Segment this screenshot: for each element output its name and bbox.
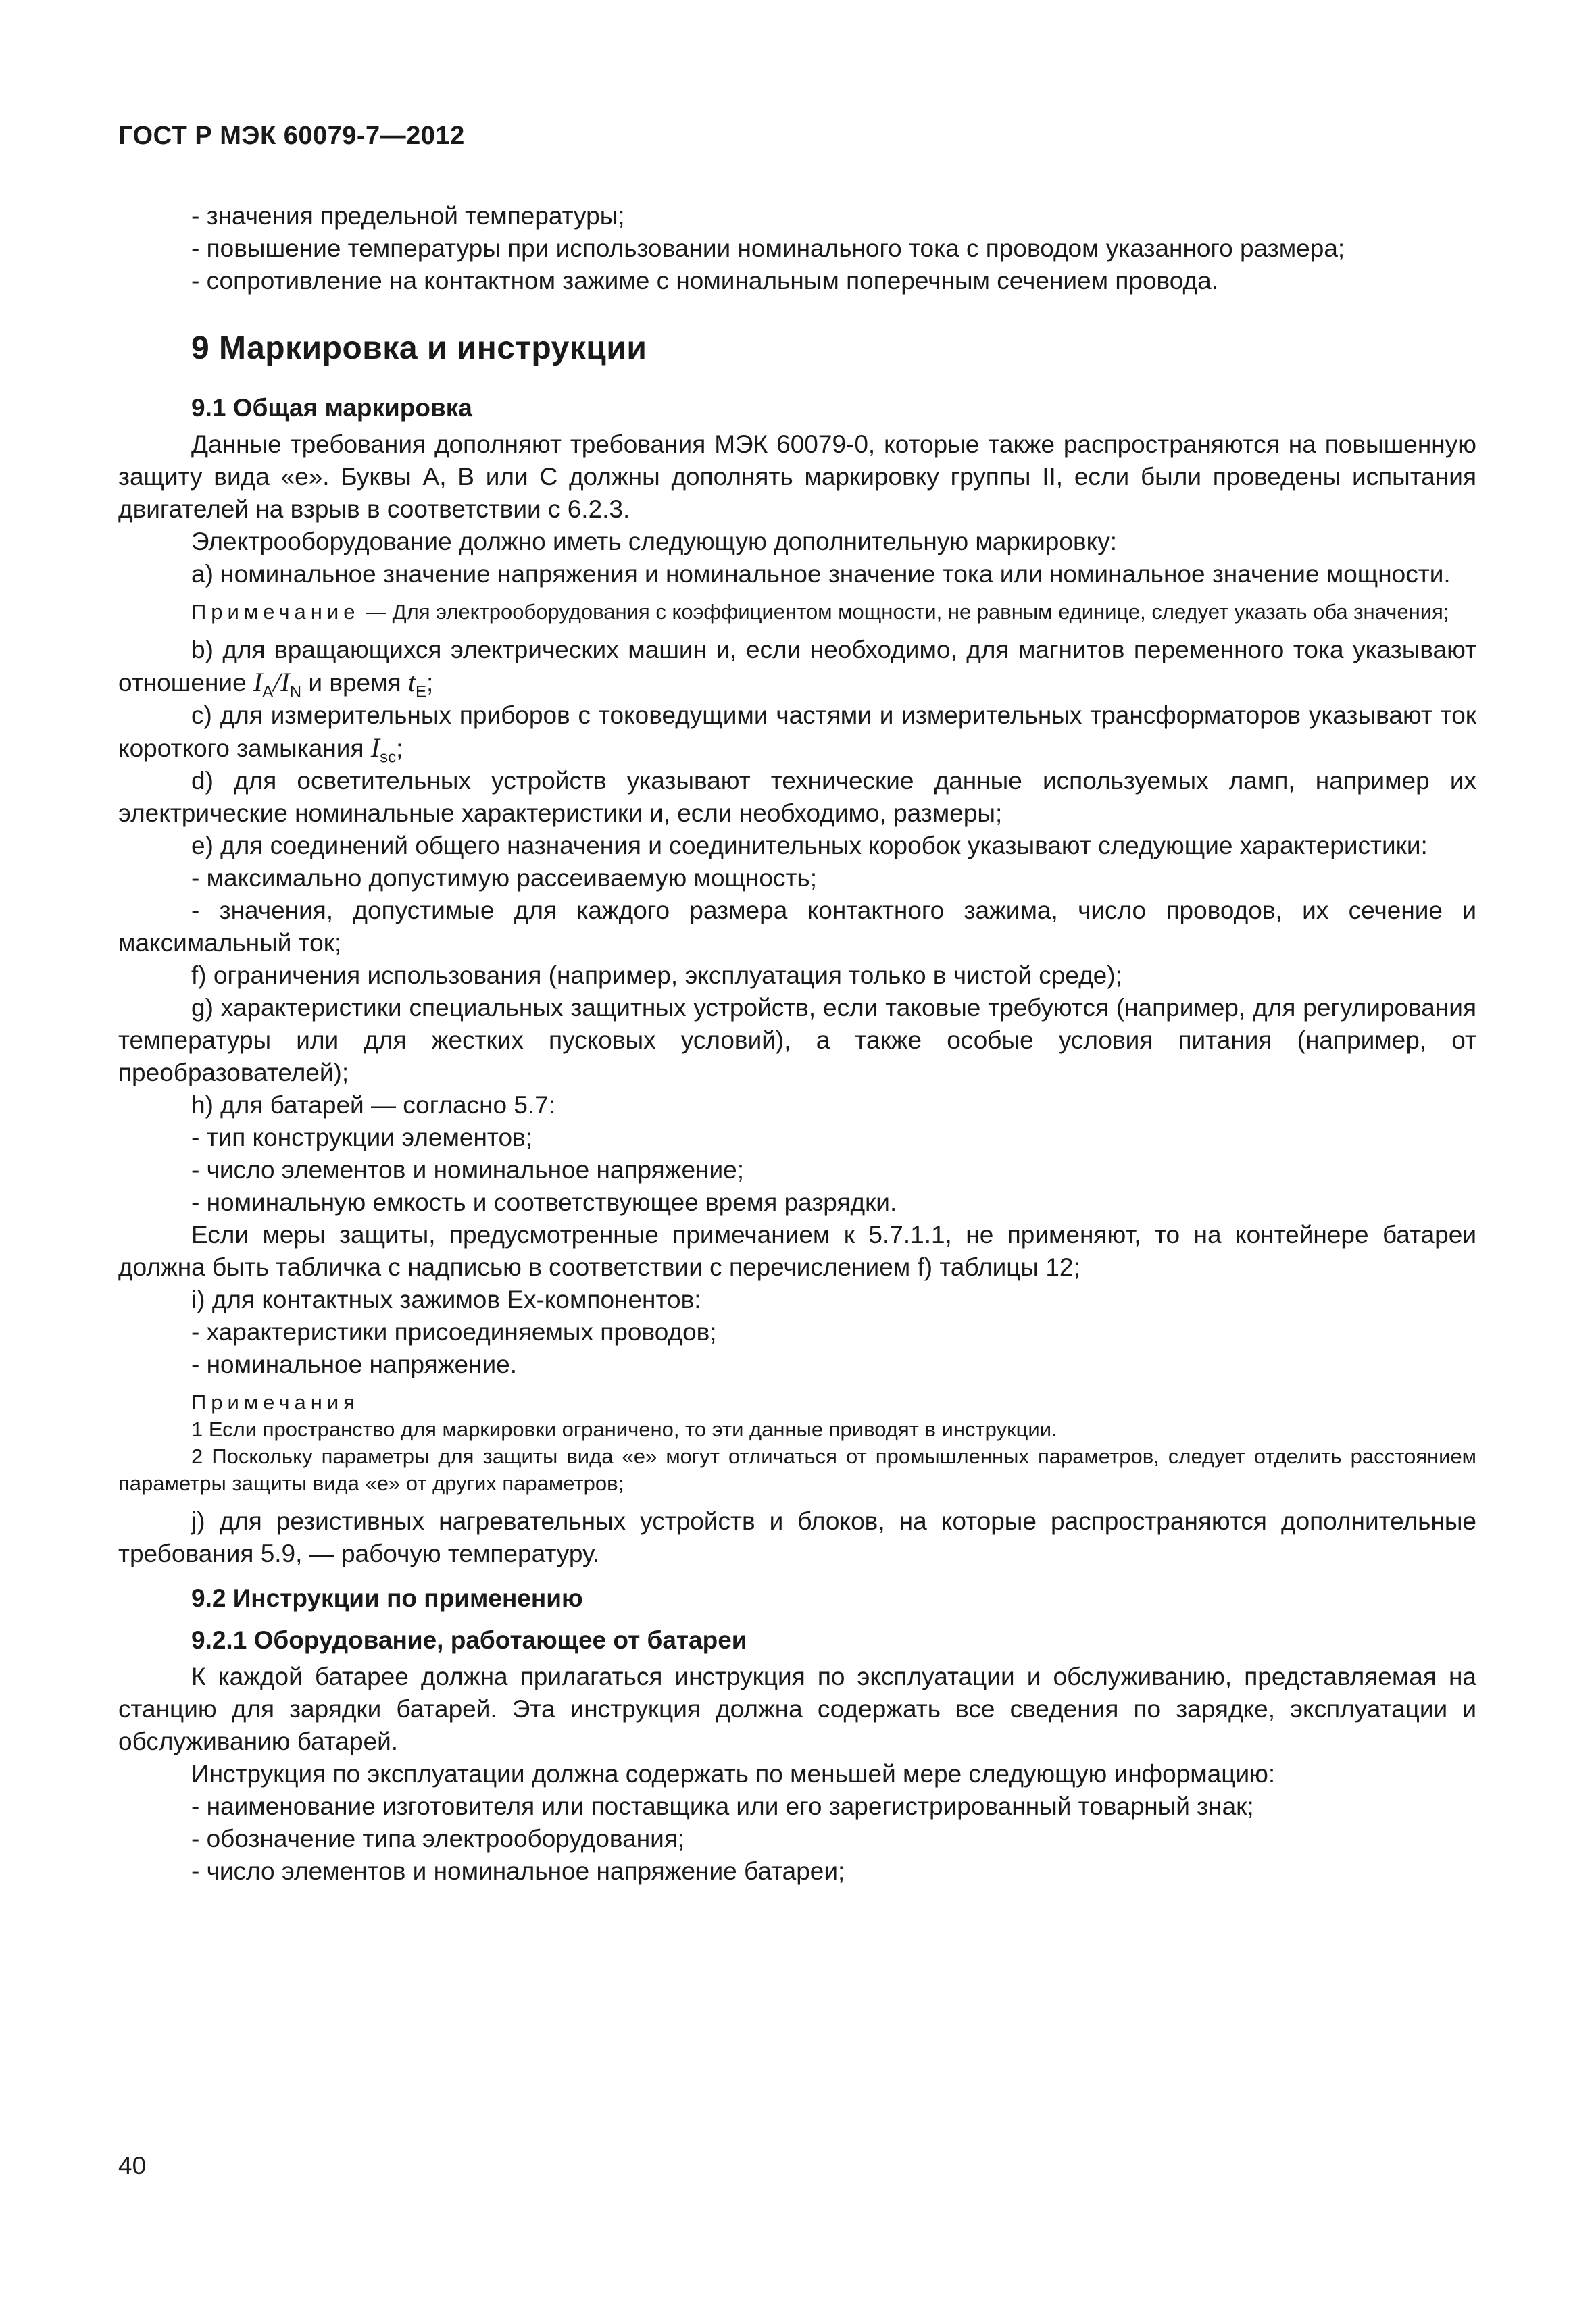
math-symbol: I bbox=[253, 667, 263, 697]
list-item: - значения предельной температуры; bbox=[191, 202, 625, 230]
paragraph-item-a: а) номинальное значение напряжения и номинальное значение тока или номинальное значение мощности. bbox=[191, 560, 1451, 588]
paragraph-item-e: е) для соединений общего назначения и соединительных коробок указывают следующие характеристики: bbox=[191, 832, 1428, 859]
subsection-heading: 9.2 Инструкции по применению bbox=[191, 1584, 583, 1612]
paragraph: Электрооборудование должно иметь следующую дополнительную маркировку: bbox=[191, 528, 1117, 555]
list-item: - наименование изготовителя или поставщика или его зарегистрированный товарный знак; bbox=[191, 1792, 1254, 1820]
paragraph-item-j: j) для резистивных нагревательных устройств и блоков, на которые распространяются дополнительные требования 5.9, — рабочую температуру. bbox=[118, 1507, 1476, 1567]
paragraph-item-c bbox=[118, 699, 1476, 765]
math-subscript: E bbox=[416, 682, 427, 701]
paragraph: К каждой батарее должна прилагаться инструкция по эксплуатации и обслуживанию, представляемая на станцию для зарядки батарей. Эта инструкция должна содержать все сведения по зарядке, эксплуатации и обслуживанию батарей. bbox=[118, 1663, 1476, 1755]
math-symbol: / bbox=[273, 667, 281, 697]
subsubsection-heading: 9.2.1 Оборудование, работающее от батареи bbox=[191, 1626, 747, 1654]
list-item: - номинальную емкость и соответствующее время разрядки. bbox=[191, 1188, 897, 1216]
list-item: - число элементов и номинальное напряжение батареи; bbox=[191, 1857, 845, 1885]
note-title: Примечание bbox=[191, 600, 360, 624]
page-number: 40 bbox=[118, 2152, 147, 2180]
note-text: — Для электрооборудования с коэффициентом мощности, не равным единице, следует указать оба значения; bbox=[359, 600, 1449, 624]
list-item: - число элементов и номинальное напряжение; bbox=[191, 1156, 744, 1184]
math-subscript: A bbox=[262, 682, 274, 701]
paragraph: Инструкция по эксплуатации должна содержать по меньшей мере следующую информацию: bbox=[191, 1760, 1276, 1788]
note-item: 2 Поскольку параметры для защиты вида «е» могут отличаться от промышленных параметров, следует отделить расстоянием параметры защиты вида «е» от других параметров; bbox=[118, 1444, 1476, 1495]
text-run: с) для измерительных приборов с токоведущими частями и измерительных трансформаторов указывают ток короткого замыкания bbox=[118, 701, 1476, 762]
text-run: ; bbox=[396, 734, 403, 762]
list-item: - характеристики присоединяемых проводов; bbox=[191, 1318, 717, 1346]
list-item: - сопротивление на контактном зажиме с номинальным поперечным сечением провода. bbox=[191, 267, 1218, 295]
text-run: ; bbox=[426, 669, 434, 697]
subsection-heading: 9.1 Общая маркировка bbox=[191, 394, 472, 422]
math-subscript: sc bbox=[380, 748, 397, 767]
paragraph-item-b bbox=[118, 634, 1476, 699]
math-symbol: I bbox=[370, 732, 380, 763]
paragraph-item-d: d) для осветительных устройств указывают технические данные используемых ламп, например их электрические номинальные характеристики и, если необходимо, размеры; bbox=[118, 767, 1476, 827]
paragraph-item-h: h) для батарей — согласно 5.7: bbox=[191, 1091, 556, 1119]
paragraph-item-i: i) для контактных зажимов Ех-компонентов: bbox=[191, 1286, 701, 1313]
list-item: - номинальное напряжение. bbox=[191, 1351, 517, 1378]
paragraph-item-f: f) ограничения использования (например, эксплуатация только в чистой среде); bbox=[191, 961, 1122, 989]
notes-title: Примечания bbox=[191, 1390, 359, 1414]
document-header: ГОСТ Р МЭК 60079-7—2012 bbox=[118, 122, 465, 150]
list-item: - повышение температуры при использовании номинального тока с проводом указанного размера; bbox=[191, 234, 1345, 262]
math-subscript: N bbox=[289, 682, 302, 701]
note-item: 1 Если пространство для маркировки ограничено, то эти данные приводят в инструкции. bbox=[191, 1417, 1057, 1441]
section-heading: 9 Маркировка и инструкции bbox=[191, 330, 647, 366]
notes-block bbox=[118, 1389, 1476, 1497]
text-run: и время bbox=[301, 669, 408, 697]
paragraph-item-g: g) характеристики специальных защитных устройств, если таковые требуются (например, для регулирования температуры или для жестких пусковых условий), а также особые условия питания (например, от преобразователей); bbox=[118, 994, 1476, 1086]
text-run: b) для вращающихся электрических машин и, если необходимо, для магнитов переменного тока указывают отношение bbox=[118, 636, 1476, 697]
list-item: - максимально допустимую рассеиваемую мощность; bbox=[191, 864, 817, 892]
list-item: - обозначение типа электрооборудования; bbox=[191, 1825, 685, 1853]
document-body bbox=[118, 200, 1476, 1888]
note bbox=[118, 599, 1476, 626]
paragraph: Если меры защиты, предусмотренные примечанием к 5.7.1.1, не применяют, то на контейнере батареи должна быть табличка с надписью в соответствии с перечислением f) таблицы 12; bbox=[118, 1221, 1476, 1281]
math-symbol: I bbox=[280, 667, 290, 697]
list-item: - значения, допустимые для каждого размера контактного зажима, число проводов, их сечение и максимальный ток; bbox=[118, 897, 1476, 957]
list-item: - тип конструкции элементов; bbox=[191, 1124, 532, 1151]
math-symbol: t bbox=[407, 667, 416, 697]
paragraph: Данные требования дополняют требования МЭК 60079-0, которые также распространяются на повышенную защиту вида «е». Буквы А, В или С должны дополнять маркировку группы II, если были проведены испытания двигателей на взрыв в соответствии с 6.2.3. bbox=[118, 430, 1476, 523]
